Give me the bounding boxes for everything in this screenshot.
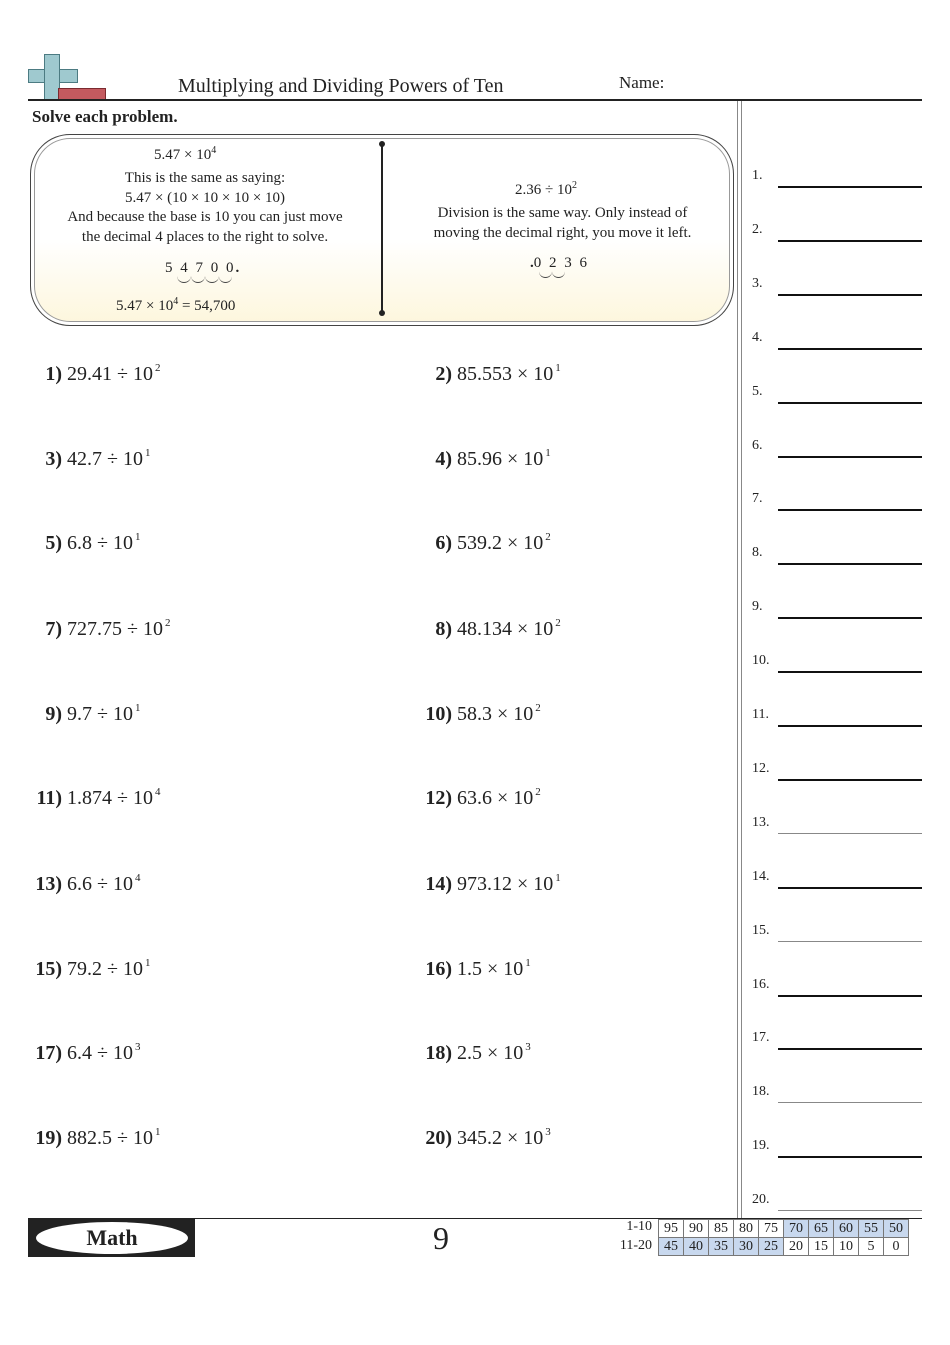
- divider-dot-bottom: [379, 310, 385, 316]
- problem-item: [418, 957, 531, 981]
- problem-expression: 42.7 ÷ 10 $^1$: [67, 447, 151, 470]
- answer-number: 19.: [752, 1138, 770, 1154]
- problem-item: [28, 702, 140, 726]
- score-row-label: 1-10: [626, 1219, 652, 1234]
- problem-number: 13): [35, 873, 62, 895]
- problem-expression: 63.6 × 10 $^2$: [457, 786, 541, 809]
- score-cell: 40: [684, 1238, 709, 1256]
- instructions: Solve each problem.: [32, 107, 178, 126]
- answer-line[interactable]: [778, 240, 922, 242]
- score-cell: 10: [834, 1238, 859, 1256]
- problem-number: 15): [35, 958, 62, 980]
- problem-expression: 85.553 × 10 $^1$: [457, 362, 561, 385]
- problem-item: [418, 786, 541, 810]
- answer-number: 16.: [752, 976, 770, 992]
- answer-column-rule: [737, 101, 738, 1219]
- problem-number: 5): [45, 532, 62, 554]
- score-cell: 35: [709, 1238, 734, 1256]
- problem-expression: 48.134 × 10 $^2$: [457, 617, 561, 640]
- problem-expression: 9.7 ÷ 10 $^1$: [67, 702, 141, 725]
- problem-expression: 29.41 ÷ 10 $^2$: [67, 362, 161, 385]
- score-cell: 55: [859, 1220, 884, 1238]
- problem-number: 3): [45, 448, 62, 470]
- answer-number: 1.: [752, 168, 763, 183]
- score-row: [659, 1220, 909, 1238]
- problem-item: [418, 1126, 551, 1150]
- problem-number: 6): [435, 532, 452, 554]
- problem-item: [28, 1041, 140, 1065]
- problem-item: [418, 617, 561, 641]
- score-cell: 85: [709, 1220, 734, 1238]
- divider-dot-top: [379, 141, 385, 147]
- problem-item: [418, 531, 551, 555]
- score-row: [659, 1238, 909, 1256]
- answer-line[interactable]: [778, 887, 922, 889]
- score-cell: 50: [884, 1220, 909, 1238]
- score-cell: 75: [759, 1220, 784, 1238]
- problem-number: 2): [435, 363, 452, 385]
- answer-number: 3.: [752, 275, 763, 291]
- answer-number: 8.: [752, 545, 763, 561]
- problem-item: [418, 362, 561, 386]
- problem-item: [28, 786, 160, 810]
- score-cell: 30: [734, 1238, 759, 1256]
- problem-number: 11): [36, 787, 62, 809]
- answer-number: 6.: [752, 437, 763, 453]
- answer-number: 13.: [752, 814, 770, 830]
- answer-line[interactable]: [778, 186, 922, 188]
- score-cell: 45: [659, 1238, 684, 1256]
- example-left-line1: This is the same as saying:: [124, 170, 286, 186]
- problem-item: [28, 957, 150, 981]
- problem-expression: 6.4 ÷ 10 $^3$: [67, 1041, 141, 1064]
- answer-number: 10.: [752, 653, 770, 669]
- problem-expression: 345.2 × 10 $^3$: [457, 1126, 551, 1149]
- score-cell: 90: [684, 1220, 709, 1238]
- answer-line[interactable]: [778, 617, 922, 619]
- answer-number: 2.: [752, 221, 763, 237]
- answer-number: 4.: [752, 329, 763, 345]
- problem-number: 8): [435, 618, 452, 640]
- example-left-expression: $5.47 \times 10^4$: [154, 145, 217, 163]
- score-cell: 5: [859, 1238, 884, 1256]
- problem-item: [28, 362, 160, 386]
- answer-line[interactable]: [778, 833, 922, 834]
- score-cell: 80: [734, 1220, 759, 1238]
- problem-number: 7): [45, 618, 62, 640]
- example-divider: [381, 143, 383, 313]
- answer-line[interactable]: [778, 1048, 922, 1050]
- answer-number: 9.: [752, 599, 763, 615]
- answer-line[interactable]: [778, 671, 922, 673]
- answer-line[interactable]: [778, 779, 922, 781]
- example-right-line1: Division is the same way. Only instead of: [437, 205, 688, 221]
- answer-line[interactable]: [778, 1102, 922, 1103]
- answer-number: 11.: [752, 707, 769, 722]
- problem-expression: 882.5 ÷ 10 $^1$: [67, 1126, 161, 1149]
- answer-line[interactable]: [778, 563, 922, 565]
- problem-number: 14): [425, 873, 452, 895]
- problem-item: [28, 447, 150, 471]
- score-cell: 15: [809, 1238, 834, 1256]
- answer-number: 20.: [752, 1192, 770, 1208]
- example-left-line3: And because the base is 10 you can just move: [67, 209, 343, 225]
- example-left-result: $5.47 \times 10^4 = 54,700$: [116, 296, 236, 314]
- score-cell: 0: [884, 1238, 909, 1256]
- problem-item: [418, 1041, 531, 1065]
- answer-line[interactable]: [778, 456, 922, 458]
- problem-expression: 58.3 × 10 $^2$: [457, 702, 541, 725]
- problem-number: 12): [425, 787, 452, 809]
- problem-number: 17): [35, 1042, 62, 1064]
- problem-item: [28, 531, 140, 555]
- problem-number: 10): [425, 703, 452, 725]
- problem-item: [418, 447, 551, 471]
- answer-number: 14.: [752, 868, 770, 884]
- score-cell: 70: [784, 1220, 809, 1238]
- answer-line[interactable]: [778, 725, 922, 727]
- problem-item: [418, 872, 561, 896]
- example-right-line2: moving the decimal right, you move it left.: [433, 225, 692, 241]
- answer-line[interactable]: [778, 995, 922, 997]
- answer-number: 17.: [752, 1030, 770, 1046]
- problem-number: 1): [45, 363, 62, 385]
- answer-line[interactable]: [778, 1210, 922, 1211]
- answer-line[interactable]: [778, 294, 922, 296]
- answer-line[interactable]: [778, 402, 922, 404]
- answer-line[interactable]: [778, 509, 922, 511]
- header-rule: [28, 99, 922, 101]
- problem-expression: 1.5 × 10 $^1$: [457, 957, 531, 980]
- answer-number: 5.: [752, 383, 763, 399]
- problem-item: [28, 1126, 160, 1150]
- problem-number: 9): [45, 703, 62, 725]
- problem-number: 20): [425, 1127, 452, 1149]
- name-label: Name:: [619, 73, 665, 92]
- answer-number: 18.: [752, 1084, 770, 1100]
- problem-number: 4): [435, 448, 452, 470]
- score-row-label: 11-20: [619, 1238, 652, 1253]
- answer-line[interactable]: [778, 941, 922, 942]
- problem-expression: 6.8 ÷ 10 $^1$: [67, 531, 141, 554]
- problem-expression: 1.874 ÷ 10 $^4$: [67, 786, 161, 809]
- problem-number: 18): [425, 1042, 452, 1064]
- answer-number: 15.: [752, 922, 770, 938]
- problem-item: [28, 872, 140, 896]
- problem-number: 16): [425, 958, 452, 980]
- problem-item: [418, 702, 541, 726]
- score-cell: 95: [659, 1220, 684, 1238]
- page-number: 9: [433, 1220, 449, 1256]
- problem-expression: 85.96 × 10 $^1$: [457, 447, 551, 470]
- answer-line[interactable]: [778, 348, 922, 350]
- score-cell: 25: [759, 1238, 784, 1256]
- score-table: [658, 1219, 909, 1256]
- problem-expression: 539.2 × 10 $^2$: [457, 531, 551, 554]
- answer-line[interactable]: [778, 1156, 922, 1158]
- example-right-digits: .0 2 3 6: [530, 255, 589, 271]
- problem-item: [28, 617, 170, 641]
- answer-number: 12.: [752, 760, 770, 776]
- score-cell: 20: [784, 1238, 809, 1256]
- example-left-line4: the decimal 4 places to the right to solve.: [81, 229, 329, 245]
- answer-column-rule: [741, 101, 742, 1219]
- score-cell: 60: [834, 1220, 859, 1238]
- example-right-expression: $2.36 \div 10^2$: [515, 180, 577, 198]
- problem-expression: 973.12 × 10 $^1$: [457, 872, 561, 895]
- problem-expression: 727.75 ÷ 10 $^2$: [67, 617, 171, 640]
- example-left-digits: 5 4 7 0 0.: [165, 260, 240, 276]
- answer-number: 7.: [752, 491, 763, 507]
- problem-expression: 79.2 ÷ 10 $^1$: [67, 957, 151, 980]
- brand-label: Math: [36, 1222, 188, 1254]
- example-left-line2: 5.47 × (10 × 10 × 10 × 10): [124, 190, 286, 206]
- page-title: Multiplying and Dividing Powers of Ten: [178, 75, 504, 97]
- problem-expression: 6.6 ÷ 10 $^4$: [67, 872, 141, 895]
- score-cell: 65: [809, 1220, 834, 1238]
- problem-expression: 2.5 × 10 $^3$: [457, 1041, 531, 1064]
- problem-number: 19): [35, 1127, 62, 1149]
